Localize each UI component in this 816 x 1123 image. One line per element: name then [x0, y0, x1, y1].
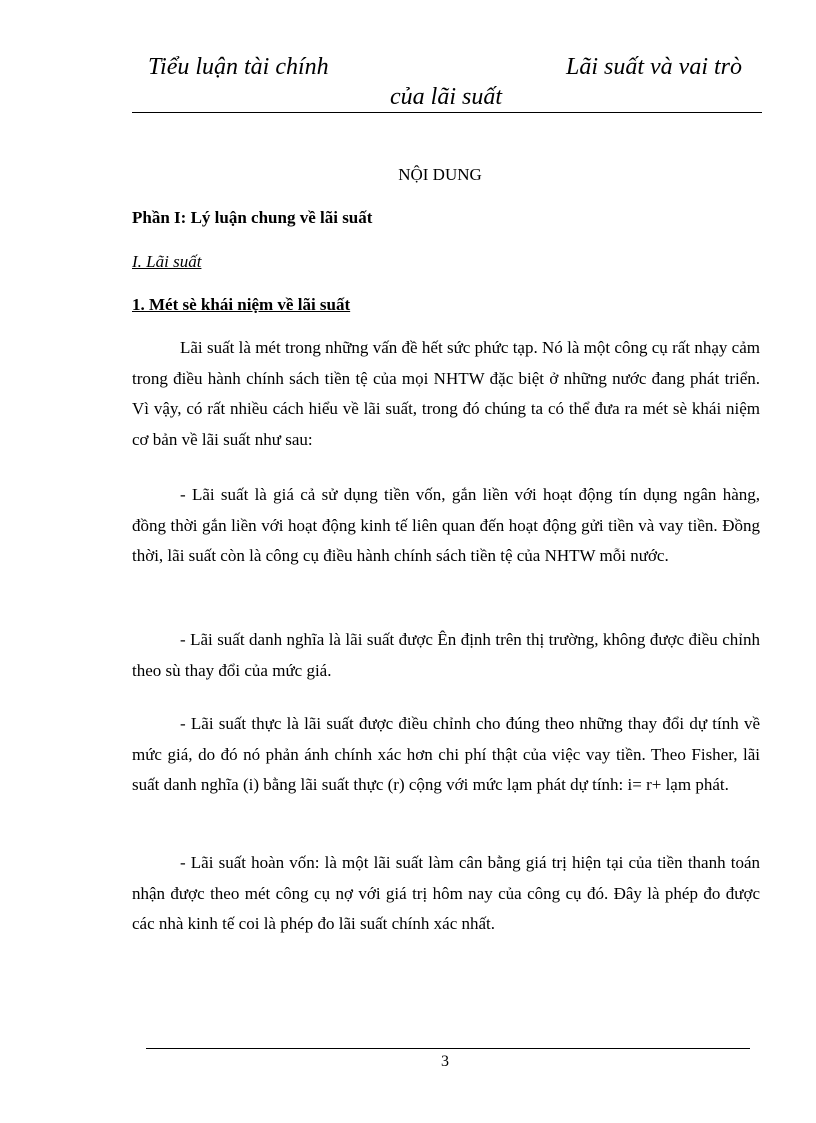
- paragraph: - Lãi suất danh nghĩa là lãi suất được Ên định trên thị trường, không được điều chỉnh theo sù thay đổi của mức giá.: [132, 630, 760, 680]
- paragraph: Lãi suất là mét trong những vấn đề hết sức phức tạp. Nó là một công cụ rất nhạy cảm trong điều hành chính sách tiền tệ của mọi NHTW đặc biệt ở những nước đang phát triển. Vì vậy, có rất nhiều cách hiểu về lãi suất, trong đó chúng ta có thể đưa ra mét sè khái niệm cơ bản về lãi suất như sau:: [132, 338, 760, 449]
- paragraph: - Lãi suất là giá cả sử dụng tiền vốn, gắn liền với hoạt động tín dụng ngân hàng, đồng thời gắn liền với hoạt động kinh tế liên quan đến hoạt động gửi tiền và vay tiền. Đồng thời, lãi suất còn là công cụ điều hành chính sách tiền tệ của NHTW mỗi nước.: [132, 485, 760, 565]
- paragraph: - Lãi suất thực là lãi suất được điều chỉnh cho đúng theo những thay đổi dự tính về mức giá, do đó nó phản ánh chính xác hơn chi phí thật của việc vay tiền. Theo Fisher, lãi suất danh nghĩa (i) bằng lãi suất thực (r) cộng với mức lạm phát dự tính: i= r+ lạm phát.: [132, 714, 760, 794]
- page-number: 3: [441, 1053, 449, 1070]
- header-divider: [132, 112, 762, 113]
- content-title: NỘI DUNG: [398, 165, 482, 184]
- header-left-title: Tiểu luận tài chính: [148, 54, 329, 80]
- sub-heading: 1. Mét sè khái niệm về lãi suất: [132, 295, 351, 314]
- footer-divider: [146, 1048, 750, 1049]
- part-heading: Phần I: Lý luận chung về lãi suất: [132, 208, 373, 227]
- header-right-title: Lãi suất và vai trò: [566, 54, 743, 80]
- section-heading: I. Lãi suất: [132, 252, 202, 271]
- header-right-title-continued: của lãi suất: [390, 84, 502, 110]
- paragraph: - Lãi suất hoàn vốn: là một lãi suất làm cân bằng giá trị hiện tại của tiền thanh toán nhận được theo mét công cụ nợ với giá trị hôm nay của công cụ đó. Đây là phép đo được các nhà kinh tế coi là phép đo lãi suất chính xác nhất.: [132, 853, 760, 933]
